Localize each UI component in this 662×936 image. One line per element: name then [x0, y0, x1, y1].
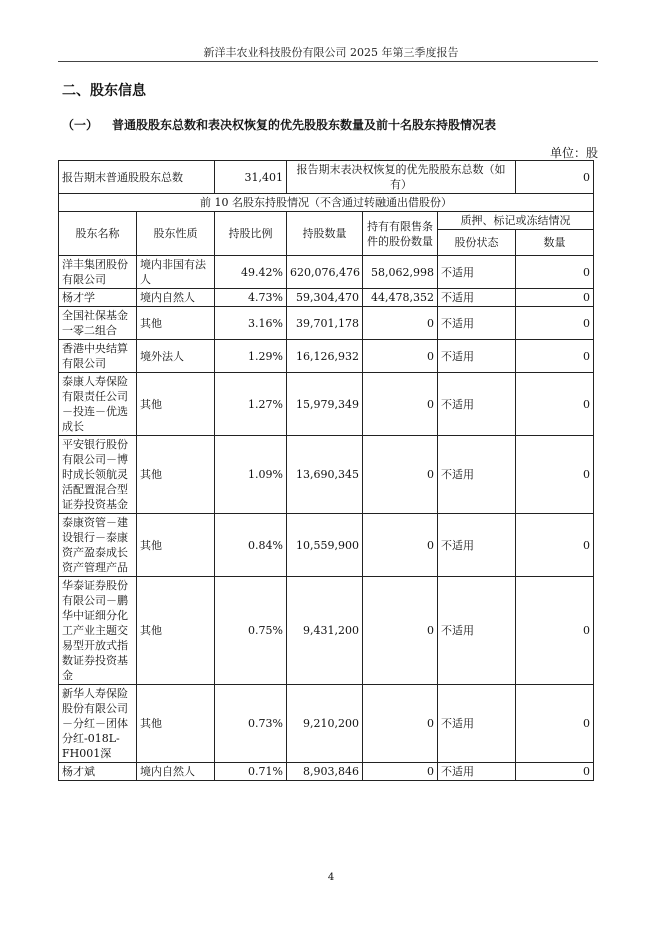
page-number: 4: [327, 872, 335, 883]
cell-name: 泰康人寿保险有限责任公司－投连－优选成长: [59, 373, 137, 436]
cell-quantity: 10,559,900: [287, 514, 363, 577]
cell-pledge-qty: 0: [516, 373, 594, 436]
header-quantity: 持股数量: [287, 212, 363, 256]
subsection-title: 普通股股东总数和表决权恢复的优先股股东数量及前十名股东持股情况表: [112, 118, 497, 132]
table-row: [59, 436, 594, 514]
cell-name: 洋丰集团股份有限公司: [59, 256, 137, 289]
cell-nature: 境内自然人: [137, 289, 215, 307]
cell-ratio: 0.84%: [215, 514, 287, 577]
cell-pledge-status: 不适用: [438, 307, 516, 340]
cell-pledge-status: 不适用: [438, 514, 516, 577]
header-pledge-group: 质押、标记或冻结情况: [438, 212, 594, 230]
table-row: [59, 340, 594, 373]
cell-pledge-qty: 0: [516, 514, 594, 577]
cell-quantity: 16,126,932: [287, 340, 363, 373]
cell-name: 新华人寿保险股份有限公司－分红－团体分红-018L-FH001深: [59, 685, 137, 763]
cell-restricted: 0: [363, 685, 438, 763]
subsection-heading: [62, 116, 496, 133]
cell-quantity: 15,979,349: [287, 373, 363, 436]
report-header-title: 新洋丰农业科技股份有限公司 2025 年第三季度报告: [203, 46, 459, 59]
cell-restricted: 0: [363, 436, 438, 514]
preferred-shareholders-label: 报告期末表决权恢复的优先股股东总数（如有）: [287, 161, 516, 194]
cell-nature: 境外法人: [137, 340, 215, 373]
cell-quantity: 9,210,200: [287, 685, 363, 763]
cell-ratio: 49.42%: [215, 256, 287, 289]
header-pledge-qty: 数量: [516, 230, 594, 256]
cell-ratio: 0.71%: [215, 763, 287, 781]
cell-name: 杨才斌: [59, 763, 137, 781]
header-ratio: 持股比例: [215, 212, 287, 256]
common-shareholders-label: 报告期末普通股股东总数: [59, 161, 215, 194]
table-row: [59, 514, 594, 577]
cell-pledge-status: 不适用: [438, 436, 516, 514]
cell-nature: 境内自然人: [137, 763, 215, 781]
cell-pledge-qty: 0: [516, 436, 594, 514]
header-divider: [58, 61, 598, 62]
cell-nature: 其他: [137, 514, 215, 577]
cell-pledge-status: 不适用: [438, 340, 516, 373]
cell-quantity: 620,076,476: [287, 256, 363, 289]
cell-name: 泰康资管－建设银行－泰康资产盈泰成长资产管理产品: [59, 514, 137, 577]
table-row: [59, 577, 594, 685]
unit-label: 单位：股: [549, 146, 598, 160]
cell-name: 平安银行股份有限公司－博时成长领航灵活配置混合型证券投资基金: [59, 436, 137, 514]
top10-caption: 前 10 名股东持股情况（不含通过转融通出借股份）: [59, 194, 594, 212]
cell-quantity: 59,304,470: [287, 289, 363, 307]
cell-quantity: 9,431,200: [287, 577, 363, 685]
cell-pledge-status: 不适用: [438, 685, 516, 763]
top10-caption-row: [59, 194, 594, 212]
cell-pledge-qty: 0: [516, 763, 594, 781]
cell-pledge-qty: 0: [516, 289, 594, 307]
cell-quantity: 39,701,178: [287, 307, 363, 340]
header-pledge-status: 股份状态: [438, 230, 516, 256]
cell-ratio: 0.73%: [215, 685, 287, 763]
table-row: [59, 373, 594, 436]
cell-restricted: 0: [363, 340, 438, 373]
cell-pledge-qty: 0: [516, 340, 594, 373]
cell-restricted: 0: [363, 307, 438, 340]
cell-restricted: 0: [363, 577, 438, 685]
shareholder-table: [58, 160, 594, 781]
subsection-number: （一）: [62, 118, 99, 132]
cell-name: 全国社保基金一零二组合: [59, 307, 137, 340]
cell-pledge-status: 不适用: [438, 763, 516, 781]
table-row: [59, 289, 594, 307]
table-row: [59, 307, 594, 340]
cell-ratio: 0.75%: [215, 577, 287, 685]
cell-name: 香港中央结算有限公司: [59, 340, 137, 373]
cell-pledge-qty: 0: [516, 256, 594, 289]
cell-pledge-status: 不适用: [438, 373, 516, 436]
cell-restricted: 44,478,352: [363, 289, 438, 307]
preferred-shareholders-value: 0: [516, 161, 594, 194]
table-row: [59, 763, 594, 781]
cell-restricted: 0: [363, 763, 438, 781]
summary-row: [59, 161, 594, 194]
header-row-1: [59, 212, 594, 230]
cell-nature: 其他: [137, 373, 215, 436]
header-name: 股东名称: [59, 212, 137, 256]
cell-nature: 其他: [137, 307, 215, 340]
cell-pledge-qty: 0: [516, 307, 594, 340]
cell-ratio: 4.73%: [215, 289, 287, 307]
cell-pledge-status: 不适用: [438, 256, 516, 289]
section-title: 二、股东信息: [62, 83, 146, 99]
cell-ratio: 3.16%: [215, 307, 287, 340]
cell-pledge-status: 不适用: [438, 289, 516, 307]
table-row: [59, 685, 594, 763]
header-restricted: 持有有限售条件的股份数量: [363, 212, 438, 256]
cell-restricted: 0: [363, 373, 438, 436]
cell-quantity: 8,903,846: [287, 763, 363, 781]
cell-restricted: 0: [363, 514, 438, 577]
cell-pledge-qty: 0: [516, 577, 594, 685]
cell-nature: 其他: [137, 577, 215, 685]
cell-name: 华泰证券股份有限公司－鹏华中证细分化工产业主题交易型开放式指数证券投资基金: [59, 577, 137, 685]
common-shareholders-value: 31,401: [215, 161, 287, 194]
cell-nature: 境内非国有法人: [137, 256, 215, 289]
table-row: [59, 256, 594, 289]
cell-name: 杨才学: [59, 289, 137, 307]
header-nature: 股东性质: [137, 212, 215, 256]
cell-nature: 其他: [137, 436, 215, 514]
cell-pledge-status: 不适用: [438, 577, 516, 685]
cell-restricted: 58,062,998: [363, 256, 438, 289]
cell-ratio: 1.29%: [215, 340, 287, 373]
cell-quantity: 13,690,345: [287, 436, 363, 514]
cell-ratio: 1.27%: [215, 373, 287, 436]
cell-pledge-qty: 0: [516, 685, 594, 763]
cell-ratio: 1.09%: [215, 436, 287, 514]
cell-nature: 其他: [137, 685, 215, 763]
